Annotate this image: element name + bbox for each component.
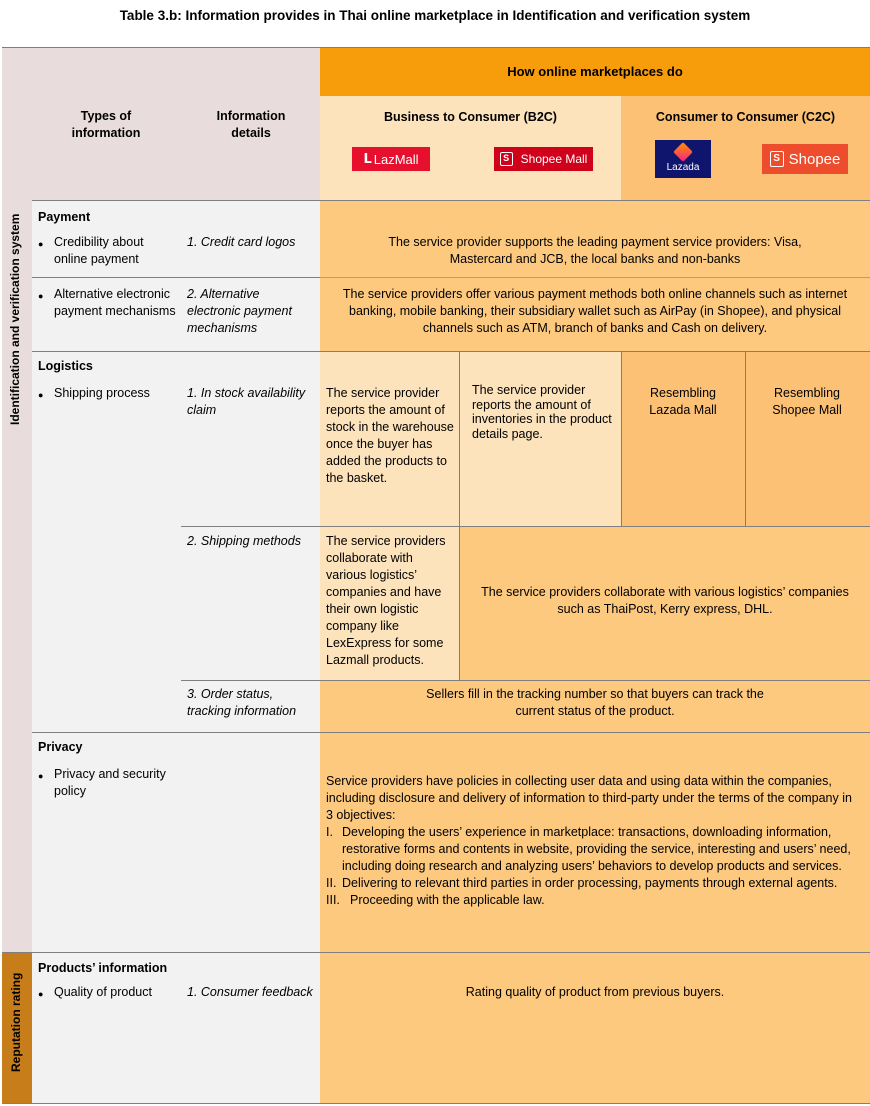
privacy-intro: Service providers have policies in collecting user data and using data within the companies, including disclosure and delivery of information to third-party under the terms of the company in 3 objectives:	[326, 774, 852, 822]
divider	[181, 526, 870, 527]
side-column-identification	[2, 47, 32, 952]
section-logistics: Logistics	[38, 359, 93, 373]
logistics-detail-tracking: 3. Order status, tracking information	[187, 687, 297, 718]
side-label-identification: Identification and verification system	[8, 213, 22, 425]
divider	[320, 277, 870, 278]
payment-detail-alternative: 2. Alternative electronic payment mechanisms	[187, 287, 292, 335]
header-types-of-information: Types of information	[71, 109, 141, 140]
tracking-text: Sellers fill in the tracking number so that buyers can track the current status of the product.	[426, 687, 764, 718]
divider	[459, 351, 460, 680]
privacy-point-1-text: Developing the users’ experience in marketplace: transactions, downloading information, restorative forms and contents in website, providing the service, interesting and users’ need, including doing research and analyzing users’ behaviors to develop products and services.	[342, 825, 851, 873]
header-information-details: Information details	[216, 109, 286, 140]
logistics-item-shipping: ● Shipping process	[54, 385, 176, 402]
shopee-logo	[762, 144, 848, 174]
payment-item-credibility: ● Credibility about online payment	[54, 234, 176, 268]
lazada-logo-text: Lazada	[666, 162, 700, 173]
lazmall-logo-icon: Ⅼ	[363, 151, 372, 166]
privacy-point-3	[326, 892, 862, 909]
side-label-reputation: Reputation rating	[9, 972, 23, 1072]
divider	[745, 351, 746, 526]
divider	[621, 351, 622, 526]
shopee-stock-text: Resembling Shopee Mall	[772, 386, 842, 417]
privacy-item-policy: ● Privacy and security policy	[54, 766, 176, 800]
lazmall-logo-text: LazMall	[373, 151, 419, 167]
products-detail-feedback: 1. Consumer feedback	[187, 985, 313, 999]
privacy-policy-block	[326, 773, 862, 909]
section-products: Products’ information	[38, 961, 168, 975]
payment-text-credit-card: The service provider supports the leading payment service providers: Visa, Mastercard and JCB, the local banks and non-banks	[388, 235, 802, 266]
lazmall-shipping-text: The service providers collaborate with various logistics’ companies and have their own logistic company like LexExpress for some Lazmall products.	[326, 534, 446, 667]
privacy-point-1	[326, 824, 862, 875]
shopee-logo-text: Shopee	[788, 150, 841, 168]
header-how-marketplaces: How online marketplaces do	[507, 64, 683, 79]
payment-text-alternative: The service providers offer various payment methods both online channels such as internet banking, mobile banking, their subsidiary wallet such as AirPay (in Shopee), and physical channels such as ATM, branch of banks and Cash on delivery.	[342, 287, 848, 335]
shopeemall-logo	[494, 147, 593, 171]
privacy-point-1-num: I.	[326, 825, 333, 839]
header-b2c: Business to Consumer (B2C)	[384, 110, 557, 124]
lazmall-logo	[352, 147, 430, 171]
shopee-bag-icon: S	[770, 151, 784, 167]
privacy-point-2-text: Delivering to relevant third parties in order processing, payments through external agents.	[342, 876, 838, 890]
payment-item-alternative: ● Alternative electronic payment mechanisms	[54, 286, 176, 320]
lazada-logo	[655, 140, 711, 178]
header-c2c: Consumer to Consumer (C2C)	[655, 110, 836, 124]
divider	[32, 732, 870, 733]
products-right-block	[320, 952, 870, 1104]
section-payment: Payment	[38, 210, 91, 224]
privacy-point-2	[326, 875, 862, 892]
lazmall-stock-text: The service provider reports the amount of stock in the warehouse once the buyer has added the products to the basket.	[326, 386, 454, 485]
shopeemall-stock-text: The service provider reports the amount of inventories in the product details page.	[472, 383, 612, 441]
privacy-point-3-text: Proceeding with the applicable law.	[350, 893, 545, 907]
section-privacy: Privacy	[38, 740, 83, 754]
shopeemall-logo-text: Shopee Mall	[520, 152, 588, 166]
others-shipping-text: The service providers collaborate with various logistics’ companies such as ThaiPost, Kerry express, DHL.	[481, 585, 849, 616]
lazada-stock-text: Resembling Lazada Mall	[649, 386, 717, 417]
divider	[181, 680, 870, 681]
payment-detail-credit-card: 1. Credit card logos	[187, 235, 296, 249]
shopee-bag-icon: S	[500, 152, 513, 166]
divider	[2, 1103, 870, 1104]
divider	[32, 277, 320, 278]
products-text-rating: Rating quality of product from previous buyers.	[465, 985, 725, 999]
divider	[2, 47, 870, 48]
divider	[32, 200, 870, 201]
logistics-detail-shipping-methods: 2. Shipping methods	[187, 534, 301, 548]
lazada-heart-icon	[673, 142, 693, 162]
table-title: Table 3.b: Information provides in Thai online marketplace in Identification and verification system	[119, 8, 751, 23]
privacy-point-3-num: III.	[326, 893, 340, 907]
divider	[2, 952, 870, 953]
privacy-point-2-num: II.	[326, 876, 337, 890]
logistics-detail-stock: 1. In stock availability claim	[187, 386, 306, 417]
products-item-quality: ● Quality of product	[54, 984, 176, 1001]
